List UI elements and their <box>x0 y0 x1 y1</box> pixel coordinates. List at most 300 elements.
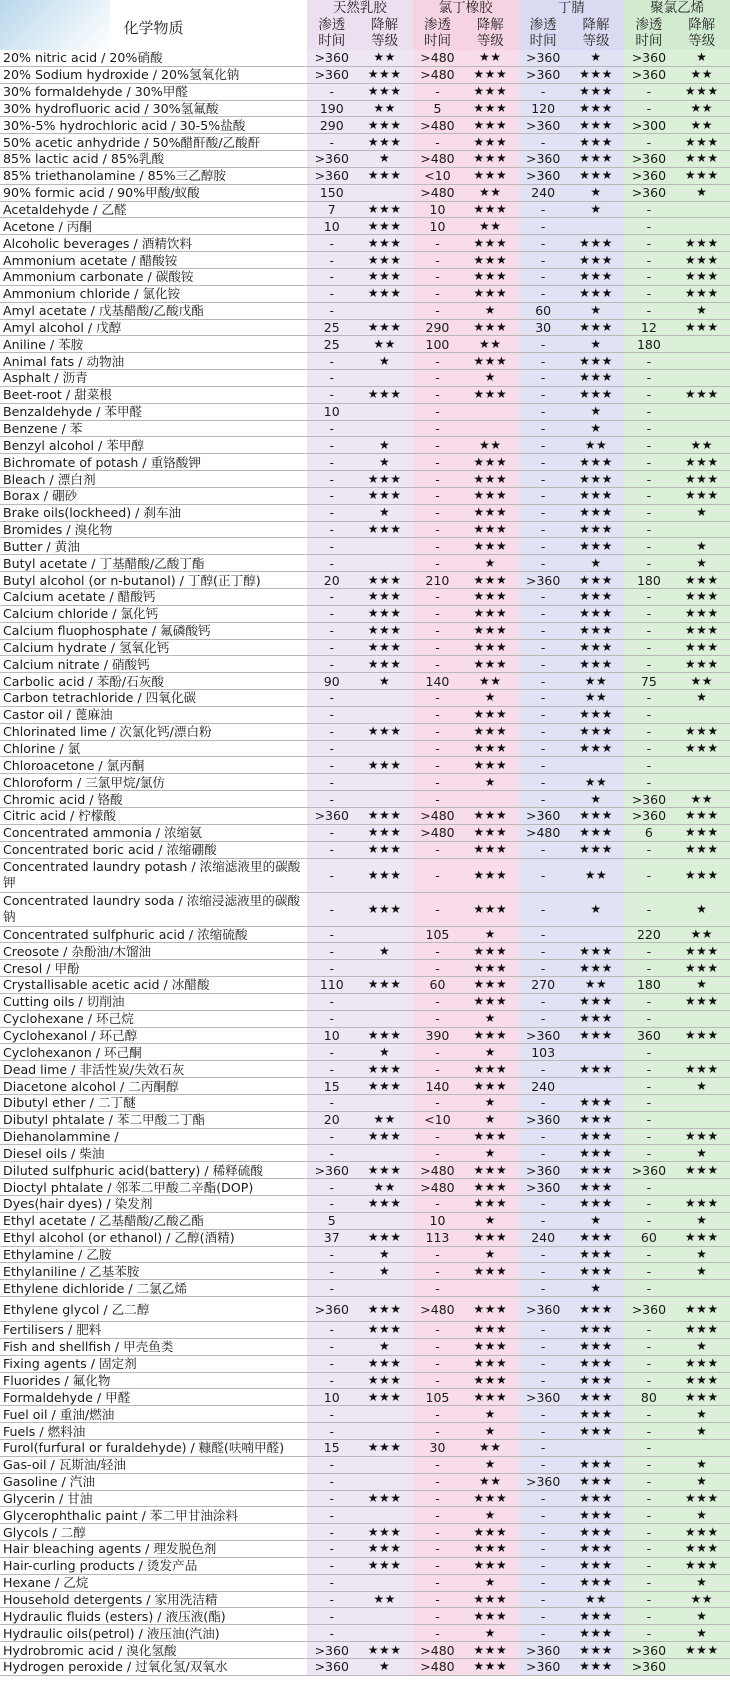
permeation-time-cell: - <box>519 268 568 285</box>
permeation-time-cell: - <box>519 386 568 403</box>
degradation-grade-cell: ★★★ <box>462 892 518 926</box>
degradation-grade-cell: ★★★ <box>568 1128 624 1145</box>
chemical-name: Asphalt / 沥青 <box>0 370 307 387</box>
table-row <box>0 673 730 690</box>
permeation-time-cell: >360 <box>519 1162 568 1179</box>
permeation-time-cell: - <box>624 1145 673 1162</box>
degradation-grade-cell: ★ <box>356 943 412 960</box>
chemical-name: Fertilisers / 肥料 <box>0 1322 307 1339</box>
permeation-time-cell: - <box>624 1507 673 1524</box>
permeation-time-cell: - <box>413 268 462 285</box>
chemical-name: Cyclohexanon / 环己酮 <box>0 1044 307 1061</box>
permeation-time-cell: 100 <box>413 336 462 353</box>
degradation-grade-cell <box>356 1507 412 1524</box>
degradation-grade-cell: ★★★ <box>674 487 730 504</box>
chemical-name: Hydraulic oils(petrol) / 液压油(汽油) <box>0 1625 307 1642</box>
degradation-grade-cell: ★★ <box>356 1591 412 1608</box>
chemical-name: 30% hydrofluoric acid / 30%氢氟酸 <box>0 100 307 117</box>
table-row <box>0 487 730 504</box>
degradation-grade-cell: ★★★ <box>356 83 412 100</box>
permeation-time-cell: - <box>413 386 462 403</box>
degradation-grade-cell: ★★★ <box>568 66 624 83</box>
chemical-name: Butyl acetate / 丁基醋酸/乙酸丁酯 <box>0 555 307 572</box>
degradation-grade-cell: ★★★ <box>568 656 624 673</box>
permeation-time-cell: 190 <box>307 100 356 117</box>
degradation-grade-cell: ★★ <box>356 1111 412 1128</box>
degradation-grade-cell: ★★★ <box>462 757 518 774</box>
degradation-grade-cell: ★★★ <box>462 167 518 184</box>
degradation-grade-cell <box>356 184 412 201</box>
table-row <box>0 1044 730 1061</box>
degradation-grade-cell: ★ <box>674 1263 730 1280</box>
permeation-time-cell: - <box>413 774 462 791</box>
group-header-natural-latex: 天然乳胶 <box>307 0 413 16</box>
permeation-time-cell: >360 <box>307 50 356 66</box>
chemical-name: Chlorinated lime / 次氯化钙/漂白粉 <box>0 723 307 740</box>
permeation-time-cell: - <box>519 1322 568 1339</box>
table-row <box>0 824 730 841</box>
permeation-time-cell: 60 <box>624 1229 673 1246</box>
degradation-grade-cell: ★★★ <box>674 589 730 606</box>
permeation-time-cell: 10 <box>413 1212 462 1229</box>
degradation-grade-cell: ★ <box>674 690 730 707</box>
permeation-time-cell: - <box>413 757 462 774</box>
degradation-grade-cell: ★★★ <box>462 858 518 892</box>
degradation-grade-cell: ★★★ <box>462 807 518 824</box>
permeation-time-cell: - <box>307 538 356 555</box>
chemical-name: Dibutyl ether / 二丁醚 <box>0 1094 307 1111</box>
degradation-grade-cell: ★ <box>674 1423 730 1440</box>
table-row <box>0 1229 730 1246</box>
permeation-time-cell: >360 <box>624 1297 673 1322</box>
chemical-name: Cresol / 甲酚 <box>0 960 307 977</box>
table-row <box>0 504 730 521</box>
chemical-name: Dioctyl phtalate / 邻苯二甲酸二辛酯(DOP) <box>0 1179 307 1196</box>
permeation-time-cell: - <box>624 1111 673 1128</box>
degradation-grade-cell: ★ <box>674 50 730 66</box>
table-row <box>0 757 730 774</box>
table-row <box>0 1297 730 1322</box>
permeation-time-cell: - <box>307 1263 356 1280</box>
permeation-time-cell: - <box>519 403 568 420</box>
chemical-name: Concentrated laundry potash / 浓缩滤液里的碳酸钾 <box>0 858 307 892</box>
degradation-grade-cell: ★★★ <box>462 319 518 336</box>
permeation-time-cell: - <box>413 285 462 302</box>
permeation-time-cell: - <box>413 892 462 926</box>
degradation-grade-cell: ★★★ <box>568 1608 624 1625</box>
table-row <box>0 134 730 151</box>
permeation-time-cell: - <box>519 605 568 622</box>
degradation-grade-cell: ★★★ <box>356 723 412 740</box>
chemical-name: Ammonium chloride / 氯化铵 <box>0 285 307 302</box>
degradation-grade-cell: ★ <box>462 1574 518 1591</box>
permeation-time-cell: - <box>624 1212 673 1229</box>
degradation-grade-cell: ★★★ <box>462 100 518 117</box>
table-row <box>0 1658 730 1675</box>
permeation-time-cell: 103 <box>519 1044 568 1061</box>
permeation-time-cell: - <box>624 1473 673 1490</box>
permeation-time-cell: - <box>624 706 673 723</box>
degradation-grade-cell: ★★★ <box>568 538 624 555</box>
permeation-time-cell: - <box>413 1094 462 1111</box>
degradation-grade-cell: ★★★ <box>568 723 624 740</box>
degradation-grade-cell: ★★★ <box>568 1162 624 1179</box>
degradation-grade-cell: ★★★ <box>462 268 518 285</box>
permeation-time-cell: >360 <box>519 1389 568 1406</box>
permeation-time-cell: - <box>307 1490 356 1507</box>
degradation-grade-cell: ★★ <box>462 50 518 66</box>
table-row <box>0 1591 730 1608</box>
permeation-time-cell: 7 <box>307 201 356 218</box>
degradation-grade-cell <box>356 555 412 572</box>
degradation-grade-cell: ★★★ <box>356 521 412 538</box>
permeation-time-cell: - <box>624 1061 673 1078</box>
table-row <box>0 285 730 302</box>
degradation-grade-cell: ★★★ <box>462 1389 518 1406</box>
permeation-time-cell: - <box>624 1179 673 1196</box>
permeation-time-cell: - <box>624 403 673 420</box>
degradation-grade-cell: ★ <box>674 1212 730 1229</box>
degradation-grade-cell: ★★★ <box>462 740 518 757</box>
permeation-time-cell: - <box>413 605 462 622</box>
chemical-name: Furol(furfural or furaldehyde) / 糠醛(呋喃甲醛) <box>0 1439 307 1456</box>
degradation-grade-cell: ★★★ <box>674 1389 730 1406</box>
degradation-grade-cell: ★★ <box>356 336 412 353</box>
permeation-time-cell: >360 <box>519 167 568 184</box>
permeation-time-cell: - <box>519 1061 568 1078</box>
degradation-grade-cell: ★★★ <box>462 605 518 622</box>
permeation-time-cell: 290 <box>307 117 356 134</box>
permeation-time-cell: 80 <box>624 1389 673 1406</box>
chemical-name: Calcium fluophosphate / 氟磷酸钙 <box>0 622 307 639</box>
permeation-time-cell: - <box>307 791 356 808</box>
degradation-grade-cell <box>462 420 518 437</box>
permeation-time-cell: - <box>624 1591 673 1608</box>
chemical-name: Glycols / 二醇 <box>0 1524 307 1541</box>
permeation-time-cell: - <box>519 538 568 555</box>
permeation-time-cell: - <box>624 83 673 100</box>
table-row <box>0 977 730 994</box>
permeation-time-cell: >360 <box>307 151 356 168</box>
permeation-time-cell: - <box>307 1608 356 1625</box>
degradation-grade-cell: ★★★ <box>356 841 412 858</box>
permeation-time-cell: - <box>519 1507 568 1524</box>
degradation-grade-cell <box>356 403 412 420</box>
degradation-grade-cell: ★★★ <box>674 993 730 1010</box>
degradation-grade-cell: ★★★ <box>462 1196 518 1213</box>
permeation-time-cell: - <box>519 1372 568 1389</box>
permeation-time-cell: - <box>624 1196 673 1213</box>
table-row <box>0 858 730 892</box>
degradation-grade-cell: ★★ <box>462 673 518 690</box>
permeation-time-cell: - <box>519 1196 568 1213</box>
permeation-time-cell: - <box>519 1456 568 1473</box>
chemical-name: Concentrated boric acid / 浓缩硼酸 <box>0 841 307 858</box>
degradation-grade-cell: ★★★ <box>462 1027 518 1044</box>
permeation-time-cell: >360 <box>624 791 673 808</box>
permeation-time-cell: - <box>307 487 356 504</box>
degradation-grade-cell: ★★★ <box>568 1473 624 1490</box>
permeation-time-cell: >480 <box>413 1642 462 1659</box>
degradation-grade-cell: ★ <box>674 1078 730 1095</box>
degradation-grade-cell: ★★★ <box>568 386 624 403</box>
permeation-time-cell: >360 <box>307 167 356 184</box>
degradation-grade-cell <box>674 218 730 235</box>
chemical-name: Concentrated sulfphuric acid / 浓缩硫酸 <box>0 926 307 943</box>
permeation-time-cell: - <box>519 471 568 488</box>
permeation-time-cell: >480 <box>413 117 462 134</box>
degradation-grade-cell: ★ <box>674 1625 730 1642</box>
permeation-time-cell: - <box>519 1490 568 1507</box>
permeation-time-cell: - <box>413 1338 462 1355</box>
degradation-grade-cell: ★★★ <box>568 83 624 100</box>
degradation-grade-cell: ★ <box>674 555 730 572</box>
permeation-time-cell: 25 <box>307 336 356 353</box>
degradation-grade-cell: ★★★ <box>462 66 518 83</box>
degradation-grade-cell <box>674 1280 730 1297</box>
degradation-grade-cell: ★★★ <box>568 1061 624 1078</box>
degradation-grade-cell: ★★★ <box>674 1490 730 1507</box>
degradation-grade-cell: ★ <box>462 926 518 943</box>
table-row <box>0 319 730 336</box>
table-body <box>0 50 730 1675</box>
permeation-time-cell: >360 <box>624 151 673 168</box>
permeation-time-cell: - <box>307 1094 356 1111</box>
degradation-grade-cell: ★★★ <box>462 1608 518 1625</box>
degradation-grade-cell: ★★★ <box>568 1658 624 1675</box>
permeation-time-cell: 30 <box>519 319 568 336</box>
permeation-time-cell: - <box>413 723 462 740</box>
permeation-time-cell: - <box>413 841 462 858</box>
permeation-time-cell: - <box>624 605 673 622</box>
degradation-grade-cell: ★ <box>674 302 730 319</box>
permeation-time-cell: - <box>413 1608 462 1625</box>
degradation-grade-cell: ★ <box>462 1212 518 1229</box>
chemical-name: Aniline / 苯胺 <box>0 336 307 353</box>
degradation-grade-cell: ★★★ <box>356 656 412 673</box>
permeation-time-cell: - <box>519 454 568 471</box>
chemical-name: 30%-5% hydrochloric acid / 30-5%盐酸 <box>0 117 307 134</box>
degradation-grade-cell: ★★★ <box>568 960 624 977</box>
degradation-grade-cell: ★★★ <box>568 252 624 269</box>
permeation-time-cell: - <box>307 83 356 100</box>
permeation-time-cell: - <box>307 420 356 437</box>
degradation-grade-cell: ★★★ <box>674 1297 730 1322</box>
permeation-time-cell: - <box>624 1406 673 1423</box>
permeation-time-cell: - <box>307 134 356 151</box>
permeation-time-cell: - <box>519 926 568 943</box>
chemical-name: Carbolic acid / 苯酚/石灰酸 <box>0 673 307 690</box>
permeation-time-cell: - <box>519 1263 568 1280</box>
chemical-name: Concentrated laundry soda / 浓缩浸滤液里的碳酸钠 <box>0 892 307 926</box>
chemical-name: Chloroacetone / 氯丙酮 <box>0 757 307 774</box>
degradation-grade-cell: ★★★ <box>674 1541 730 1558</box>
chemical-name: Creosote / 杂酚油/木馏油 <box>0 943 307 960</box>
permeation-time-cell: - <box>307 1574 356 1591</box>
degradation-grade-cell <box>356 1473 412 1490</box>
degradation-grade-cell <box>674 1111 730 1128</box>
table-row <box>0 1094 730 1111</box>
permeation-time-cell: - <box>413 1061 462 1078</box>
degradation-grade-cell: ★ <box>568 420 624 437</box>
permeation-time-cell: 10 <box>307 1389 356 1406</box>
degradation-grade-cell: ★★★ <box>568 1574 624 1591</box>
degradation-grade-cell: ★★★ <box>674 1196 730 1213</box>
degradation-grade-cell: ★ <box>356 1263 412 1280</box>
degradation-grade-cell: ★★ <box>674 926 730 943</box>
degradation-grade-cell: ★★ <box>356 100 412 117</box>
degradation-grade-cell: ★★★ <box>674 1557 730 1574</box>
table-row <box>0 1246 730 1263</box>
degradation-grade-cell: ★★★ <box>356 252 412 269</box>
degradation-grade-cell: ★ <box>462 774 518 791</box>
degradation-grade-cell: ★★★ <box>568 589 624 606</box>
degradation-grade-cell: ★★★ <box>462 454 518 471</box>
degradation-grade-cell: ★★★ <box>462 487 518 504</box>
degradation-grade-cell: ★★★ <box>462 639 518 656</box>
permeation-time-cell: - <box>413 252 462 269</box>
permeation-time-cell: - <box>519 774 568 791</box>
permeation-time-cell: - <box>624 1423 673 1440</box>
permeation-time-cell: - <box>624 555 673 572</box>
permeation-time-cell: - <box>307 370 356 387</box>
degradation-grade-cell: ★★★ <box>462 1061 518 1078</box>
permeation-time-cell: 150 <box>307 184 356 201</box>
degradation-grade-cell <box>356 1406 412 1423</box>
permeation-time-cell: 290 <box>413 319 462 336</box>
permeation-time-cell: >360 <box>519 1658 568 1675</box>
degradation-grade-cell <box>356 302 412 319</box>
degradation-grade-cell: ★★ <box>462 336 518 353</box>
permeation-time-cell: - <box>519 1128 568 1145</box>
degradation-grade-cell: ★★★ <box>356 386 412 403</box>
degradation-grade-cell <box>356 740 412 757</box>
permeation-time-cell: - <box>519 487 568 504</box>
degradation-grade-header: 降解 等级 <box>674 16 730 50</box>
table-row <box>0 605 730 622</box>
permeation-time-cell: - <box>519 1010 568 1027</box>
permeation-time-cell: - <box>519 134 568 151</box>
permeation-time-cell: 120 <box>519 100 568 117</box>
degradation-grade-cell: ★★★ <box>356 117 412 134</box>
degradation-grade-cell: ★ <box>568 892 624 926</box>
degradation-grade-cell: ★★★ <box>674 740 730 757</box>
chemical-name: 20% nitric acid / 20%硝酸 <box>0 50 307 66</box>
degradation-grade-cell: ★ <box>568 336 624 353</box>
degradation-grade-cell: ★★★ <box>462 1338 518 1355</box>
degradation-grade-cell <box>674 1044 730 1061</box>
permeation-time-cell: - <box>624 1322 673 1339</box>
chemical-name: Chromic acid / 铬酸 <box>0 791 307 808</box>
degradation-grade-cell <box>356 926 412 943</box>
degradation-grade-cell <box>356 706 412 723</box>
permeation-time-cell: - <box>519 555 568 572</box>
degradation-grade-cell <box>674 706 730 723</box>
degradation-grade-cell: ★★★ <box>674 1524 730 1541</box>
permeation-time-cell: - <box>413 1263 462 1280</box>
degradation-grade-cell: ★★★ <box>674 1128 730 1145</box>
degradation-grade-cell: ★★★ <box>674 319 730 336</box>
table-row <box>0 184 730 201</box>
permeation-time-cell: - <box>519 993 568 1010</box>
permeation-time-cell: >480 <box>413 1297 462 1322</box>
permeation-time-cell: - <box>307 706 356 723</box>
permeation-time-cell: - <box>624 1625 673 1642</box>
permeation-time-cell: - <box>624 774 673 791</box>
degradation-grade-cell: ★ <box>462 1010 518 1027</box>
degradation-grade-cell: ★★★ <box>568 1372 624 1389</box>
degradation-grade-cell: ★★★ <box>462 656 518 673</box>
degradation-grade-cell: ★★★ <box>568 1490 624 1507</box>
permeation-time-cell: >480 <box>413 66 462 83</box>
permeation-time-cell: >480 <box>413 50 462 66</box>
permeation-time-cell: - <box>624 622 673 639</box>
chemical-name: Gas-oil / 瓦斯油/轻油 <box>0 1456 307 1473</box>
degradation-grade-cell: ★★★ <box>674 572 730 589</box>
permeation-time-cell: - <box>413 1490 462 1507</box>
permeation-time-cell: >360 <box>519 572 568 589</box>
degradation-grade-cell: ★★ <box>674 117 730 134</box>
degradation-grade-cell: ★★★ <box>356 167 412 184</box>
degradation-grade-cell: ★★★ <box>462 1355 518 1372</box>
degradation-grade-cell: ★★★ <box>462 538 518 555</box>
table-row <box>0 807 730 824</box>
table-row <box>0 1027 730 1044</box>
degradation-grade-cell <box>356 1280 412 1297</box>
permeation-time-cell: - <box>519 943 568 960</box>
permeation-time-cell: >360 <box>519 1111 568 1128</box>
degradation-grade-cell: ★★★ <box>462 622 518 639</box>
degradation-grade-cell: ★ <box>674 1145 730 1162</box>
permeation-time-cell: 10 <box>413 201 462 218</box>
degradation-grade-cell: ★★★ <box>568 1625 624 1642</box>
permeation-time-cell: - <box>624 218 673 235</box>
permeation-time-cell: - <box>307 268 356 285</box>
degradation-grade-cell: ★★★ <box>356 1389 412 1406</box>
permeation-time-cell: - <box>307 1625 356 1642</box>
chemical-name: 30% formaldehyde / 30%甲醛 <box>0 83 307 100</box>
degradation-grade-cell <box>674 1094 730 1111</box>
permeation-time-cell: >360 <box>519 807 568 824</box>
chemical-name: Calcium hydrate / 氢氧化钙 <box>0 639 307 656</box>
degradation-grade-cell: ★★★ <box>568 117 624 134</box>
degradation-grade-cell: ★★★ <box>568 167 624 184</box>
degradation-grade-cell <box>356 1094 412 1111</box>
permeation-time-cell: - <box>519 1212 568 1229</box>
chemical-name: Bleach / 漂白剂 <box>0 471 307 488</box>
degradation-grade-cell: ★★★ <box>462 993 518 1010</box>
degradation-grade-cell: ★★★ <box>462 285 518 302</box>
permeation-time-cell: 20 <box>307 572 356 589</box>
degradation-grade-cell: ★★★ <box>462 723 518 740</box>
degradation-grade-cell: ★★★ <box>674 605 730 622</box>
table-row <box>0 1541 730 1558</box>
permeation-time-cell: - <box>624 1094 673 1111</box>
degradation-grade-cell <box>356 774 412 791</box>
permeation-time-cell: >360 <box>624 50 673 66</box>
chemical-name: Calcium chloride / 氯化钙 <box>0 605 307 622</box>
degradation-grade-cell: ★★ <box>568 774 624 791</box>
permeation-time-cell: - <box>307 252 356 269</box>
degradation-grade-cell: ★★★ <box>674 943 730 960</box>
chemical-name: Carbon tetrachloride / 四氧化碳 <box>0 690 307 707</box>
degradation-grade-cell: ★★★ <box>462 471 518 488</box>
permeation-time-cell: 5 <box>413 100 462 117</box>
degradation-grade-cell <box>356 1010 412 1027</box>
chemical-name: Castor oil / 蓖麻油 <box>0 706 307 723</box>
degradation-grade-cell <box>674 370 730 387</box>
degradation-grade-cell: ★★★ <box>568 1355 624 1372</box>
